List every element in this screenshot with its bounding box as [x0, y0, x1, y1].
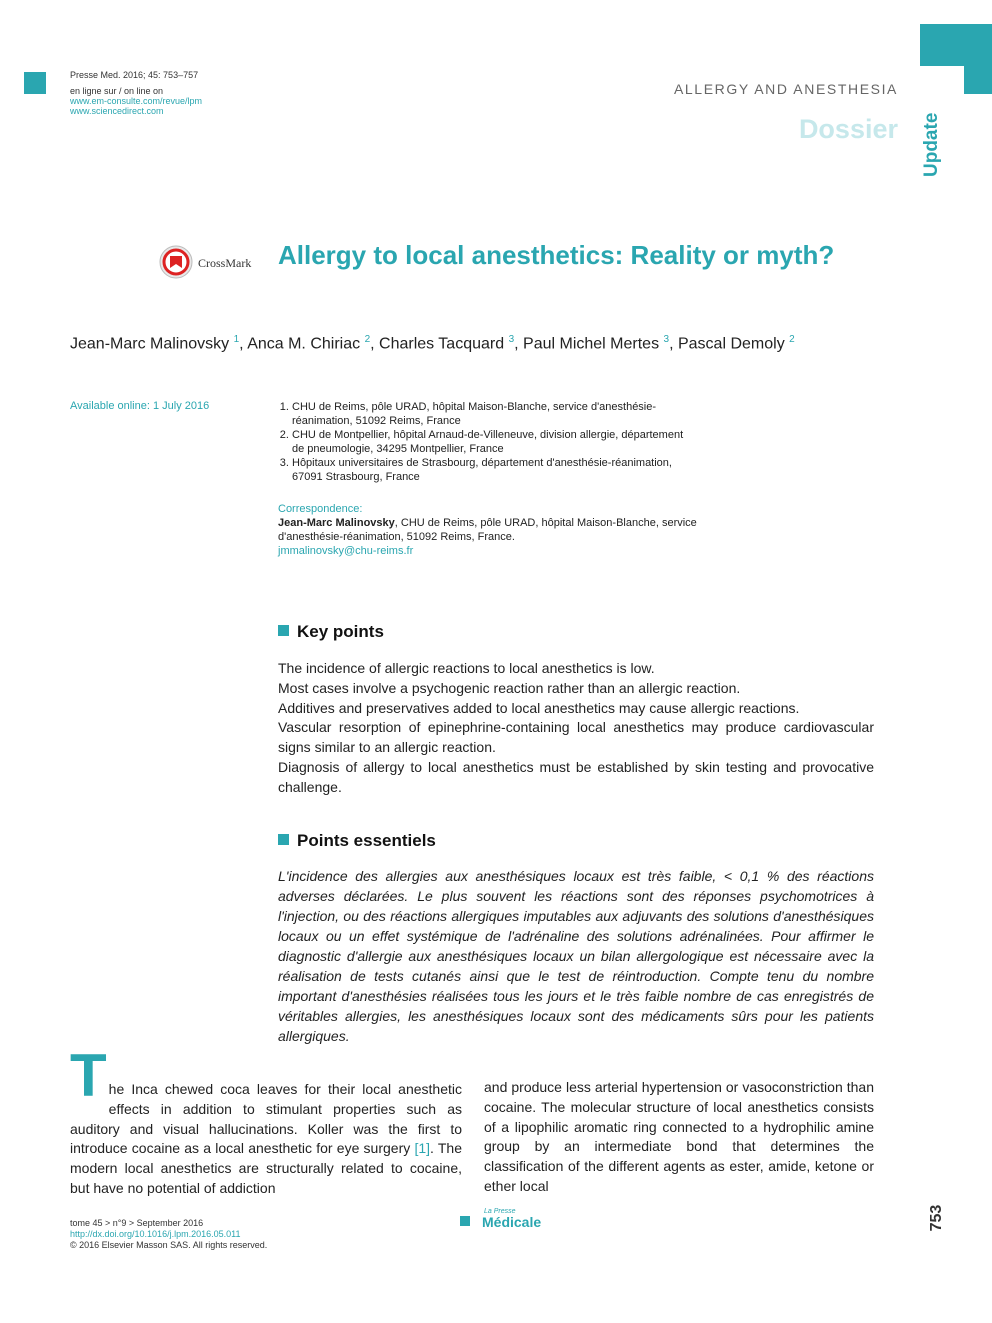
author-name: Pascal Demoly: [677, 335, 785, 353]
author-affiliation: 2: [364, 334, 371, 345]
body-text: . The modern local anesthetics are structurally related to cocaine, but have no potential of addiction: [70, 1140, 462, 1196]
author-affiliation: 3: [663, 334, 670, 345]
author-affiliation: 3: [508, 334, 515, 345]
author-affiliation: 2: [789, 334, 795, 345]
author-name: Paul Michel Mertes: [523, 335, 660, 353]
correspondence-name: Jean-Marc Malinovsky: [278, 517, 395, 529]
author-name: Anca M. Chiriac: [247, 335, 361, 353]
key-point: Diagnosis of allergy to local anesthetics must be established by skin testing and provocative challenge.: [278, 758, 874, 795]
corner-accent-notch: [920, 66, 964, 94]
correspondence-email[interactable]: jmmalinovsky@chu-reims.fr: [278, 545, 414, 557]
key-points-list: [278, 659, 874, 798]
correspondence-address: , CHU de Reims, pôle URAD, hôpital Maison-Blanche, service d'anesthésie-réanimation, 51092 Reims, France.: [278, 517, 697, 543]
affiliation-item: 1. CHU de Reims, pôle URAD, hôpital Maison-Blanche, service d'anesthésie-réanimation, 51092 Reims, France: [292, 400, 698, 428]
key-point: Additives and preservatives added to local anesthetics may cause allergic reactions.: [278, 699, 800, 716]
dossier-label: Dossier: [798, 114, 898, 144]
journal-logo: [460, 1208, 570, 1232]
affiliation-item: 2. CHU de Montpellier, hôpital Arnaud-de-Villeneuve, division allergie, département de pneumologie, 34295 Montpellier, France: [292, 428, 698, 456]
url-em-consulte[interactable]: www.em-consulte.com/revue/lpm: [70, 96, 203, 106]
crossmark-icon: [158, 242, 258, 282]
crossmark-text: CrossMark: [198, 256, 252, 270]
key-point: The incidence of allergic reactions to local anesthetics is low.: [278, 660, 655, 676]
key-points-heading-text: Key points: [297, 622, 384, 641]
author-name: Jean-Marc Malinovsky: [70, 335, 230, 353]
affiliation-item: 3. Hôpitaux universitaires de Strasbourg, département d'anesthésie-réanimation, 67091 Strasbourg, France: [292, 456, 698, 484]
points-essentiels-text: L'incidence des allergies aux anesthésiques locaux est très faible, < 0,1 % des réactions adverses déclarées. Le plus souvent les réactions sont des réponses psychomotrices à l'injection, ou des réactions allergiques imputables aux adjuvants des solutions d'anesthésiques locaux ou un effet systémique de l'adrénaline des solutions adrénalinées. Pour affirmer le diagnostic d'allergie aux anesthésiques locaux un bilan allergologique est nécessaire avec la réalisation de tests cutanés ainsi que le test de réintroduction. Compte tenu du nombre important d'anesthésies réalisées tous les jours et le très faible nombre de cas enregistrés de véritables allergies, les anesthésiques locaux sont des médicaments sûrs pour les patients allergiques.: [278, 868, 874, 1044]
square-bullet-icon: [278, 625, 289, 636]
citation: Presse Med. 2016; 45: 753–757: [70, 70, 199, 80]
author-name: Charles Tacquard: [379, 335, 505, 353]
url-sciencedirect[interactable]: www.sciencedirect.com: [70, 106, 164, 116]
correspondence-label: Correspondence:: [278, 503, 363, 515]
square-bullet-icon: [278, 834, 289, 845]
footer: [70, 1218, 267, 1251]
body-column-1: [70, 1042, 462, 1199]
crossmark-badge[interactable]: [158, 242, 258, 282]
reference-link[interactable]: [1]: [414, 1140, 431, 1157]
correspondence: [278, 502, 698, 558]
author-list: Jean-Marc Malinovsky $^1$, Anca M. Chiriac $^2$, Charles Tacquard $^3$, Paul Michel Mertes $^3$, Pascal Demoly $^2$: [70, 334, 795, 353]
article-title: Allergy to local anesthetics: Reality or myth?: [278, 240, 835, 270]
update-label: Update: [921, 112, 942, 177]
page-number: 753: [928, 1204, 945, 1232]
body-column-2: and produce less arterial hypertension or vasoconstriction than cocaine. The molecular structure of local anesthetics consists of a lipophilic aromatic ring connected to a hydrophilic amine group by an intermediate bond that determines the classification of the different agents as ester, amide, ketone or ether local: [484, 1079, 874, 1194]
square-bullet-icon: [460, 1216, 470, 1226]
journal-logo-small: La Presse: [484, 1208, 516, 1215]
key-point: Most cases involve a psychogenic reaction rather than an allergic reaction.: [278, 679, 741, 696]
points-essentiels-heading: [278, 831, 436, 851]
points-essentiels-heading-text: Points essentiels: [297, 831, 436, 850]
available-online: Available online: 1 July 2016: [70, 400, 210, 412]
drop-cap: T: [70, 1042, 107, 1109]
section-header: ALLERGY AND ANESTHESIA: [673, 81, 898, 97]
key-point: Vascular resorption of epinephrine-containing local anesthetics may produce cardiovascular signs similar to an allergic reaction.: [278, 719, 874, 756]
doi-link[interactable]: http://dx.doi.org/10.1016/j.lpm.2016.05.011: [70, 1229, 241, 1239]
accent-square: [24, 72, 46, 94]
journal-logo-big: Médicale: [482, 1214, 542, 1230]
affiliations: [278, 400, 698, 484]
author-affiliation: 1: [233, 334, 240, 345]
copyright: © 2016 Elsevier Masson SAS. All rights reserved.: [70, 1240, 268, 1250]
journal-meta: [70, 70, 202, 116]
issue-info: tome 45 > n°9 > September 2016: [70, 1218, 204, 1228]
body-text: he Inca chewed coca leaves for their local anesthetic effects in addition to stimulant properties such as auditory and visual hallucinations. Koller was the first to introduce cocaine as a local anesthetic for eye surgery: [70, 1081, 462, 1157]
key-points-heading: [278, 622, 384, 642]
online-prefix: en ligne sur / on line on: [70, 86, 164, 96]
